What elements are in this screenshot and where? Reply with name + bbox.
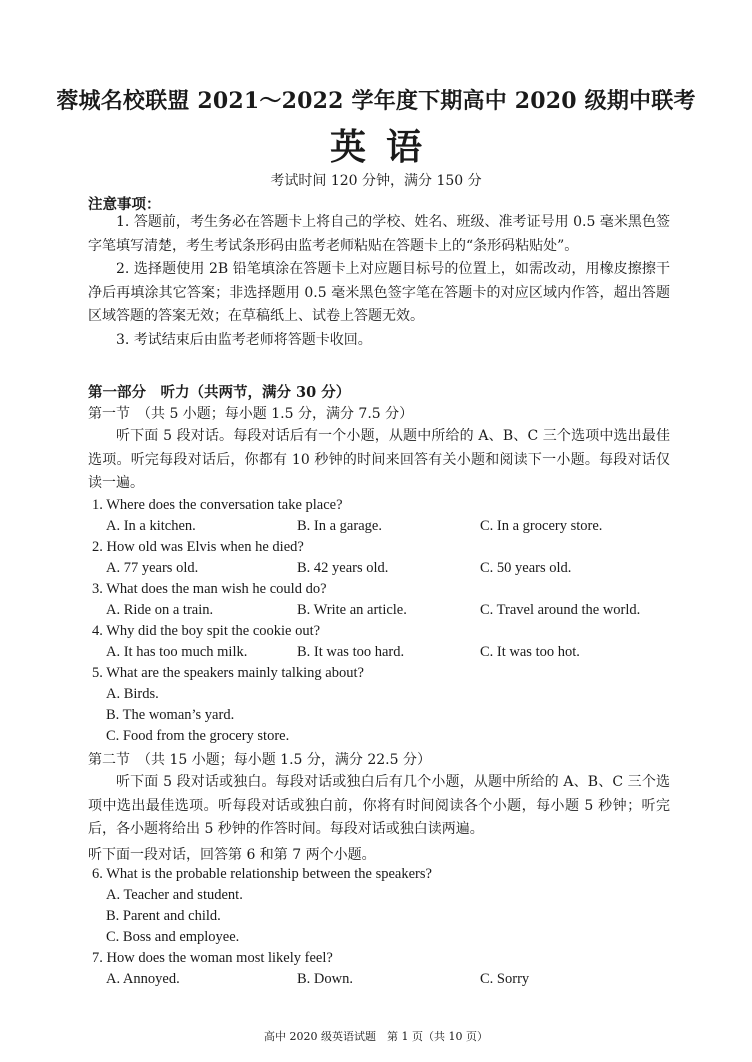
option-b: B. In a garage. <box>297 518 382 534</box>
option-c: C. Food from the grocery store. <box>106 728 290 744</box>
part1-heading: 第一部分 听力（共两节，满分 30 分） <box>88 384 351 401</box>
question-stem: 6. What is the probable relationship between the speakers? <box>92 866 432 882</box>
option-a: A. In a kitchen. <box>106 518 196 534</box>
question-stem: 5. What are the speakers mainly talking about? <box>92 665 364 681</box>
question-stem: 3. What does the man wish he could do? <box>92 581 327 597</box>
section1-heading: 第一节 （共 5 小题；每小题 1.5 分，满分 7.5 分） <box>88 406 414 422</box>
notice-item: 2. 选择题使用 2B 铅笔填涂在答题卡上对应题目标号的位置上，如需改动，用橡皮擦擦干净后再填涂其它答案；非选择题用 0.5 毫米黑色签字笔在答题卡的对应区域内作答，超出答题区域答题的答案无效；在草稿纸上、试卷上答题无效。 <box>88 261 670 324</box>
option-c: C. In a grocery store. <box>480 518 603 534</box>
option-c: C. 50 years old. <box>480 560 572 576</box>
option-b: B. It was too hard. <box>297 644 405 660</box>
option-a: A. Annoyed. <box>106 971 180 987</box>
option-c: C. Travel around the world. <box>480 602 641 618</box>
question-stem: 2. How old was Elvis when he died? <box>92 539 304 555</box>
option-a: A. 77 years old. <box>106 560 199 576</box>
option-b: B. Down. <box>297 971 353 987</box>
option-c: C. Sorry <box>480 971 530 987</box>
section2-instruction: 听下面 5 段对话或独白。每段对话或独白后有几个小题，从题中所给的 A、B、C 三个选项中选出最佳选项。听每段对话或独白前，你将有时间阅读各个小题，每小题 5 秒钟；听完后，各小题将给出 5 秒钟的作答时间。每段对话或独白读两遍。 <box>88 774 670 837</box>
option-a: A. Birds. <box>106 686 159 702</box>
exam-title: 蓉城名校联盟 2021～2022 学年度下期高中 2020 级期中联考 <box>56 88 696 114</box>
section2-heading: 第二节 （共 15 小题；每小题 1.5 分，满分 22.5 分） <box>88 752 431 768</box>
question-stem: 7. How does the woman most likely feel? <box>92 950 333 966</box>
notice-item: 3. 考试结束后由监考老师将答题卡收回。 <box>116 332 372 348</box>
subject-title: 英语 <box>329 126 442 168</box>
option-b: B. 42 years old. <box>297 560 389 576</box>
option-b: B. Write an article. <box>297 602 407 618</box>
page-footer: 高中 2020 级英语试题 第 1 页（共 10 页） <box>264 1030 488 1043</box>
option-a: A. Ride on a train. <box>106 602 214 618</box>
option-c: C. It was too hot. <box>480 644 580 660</box>
section1-instruction: 听下面 5 段对话。每段对话后有一个小题，从题中所给的 A、B、C 三个选项中选出最佳选项。听完每段对话后，你都有 10 秒钟的时间来回答有关小题和阅读下一小题。每段对话仅读一遍。 <box>88 428 670 491</box>
option-b: B. The woman’s yard. <box>106 707 235 723</box>
option-a: A. It has too much milk. <box>106 644 248 660</box>
question-stem: 1. Where does the conversation take place? <box>92 497 343 513</box>
option-b: B. Parent and child. <box>106 908 221 924</box>
option-c: C. Boss and employee. <box>106 929 240 945</box>
exam-info: 考试时间 120 分钟，满分 150 分 <box>270 173 482 189</box>
section2-sub-instruction: 听下面一段对话，回答第 6 和第 7 两个小题。 <box>88 847 376 863</box>
option-a: A. Teacher and student. <box>106 887 243 903</box>
notice-item: 1. 答题前，考生务必在答题卡上将自己的学校、姓名、班级、准考证号用 0.5 毫米黑色签字笔填写清楚，考生考试条形码由监考老师粘贴在答题卡上的“条形码粘贴处”。 <box>88 214 670 254</box>
notice-heading: 注意事项： <box>88 196 161 213</box>
question-stem: 4. Why did the boy spit the cookie out? <box>92 623 321 639</box>
